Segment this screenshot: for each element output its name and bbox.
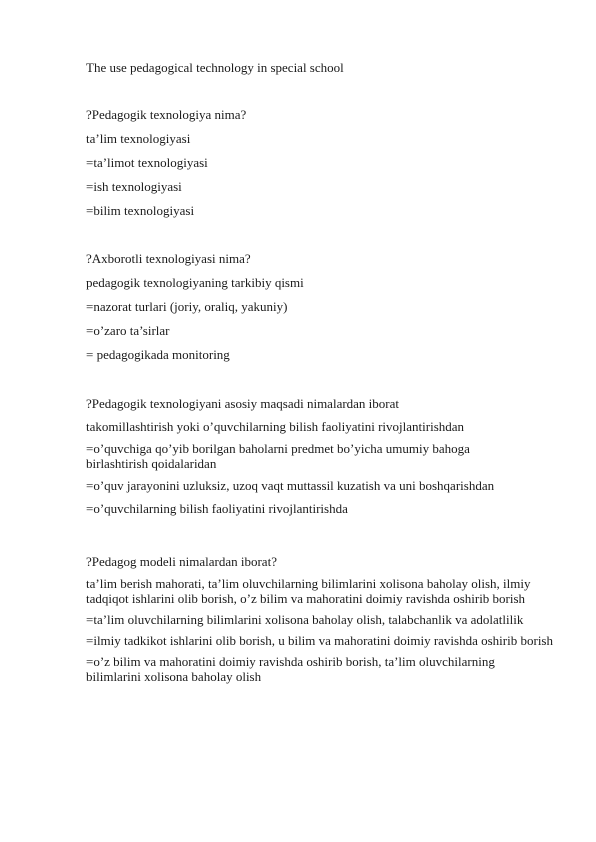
question-text: ?Axborotli texnologiyasi nima?: [86, 251, 251, 266]
question-text: ?Pedagogik texnologiya nima?: [86, 107, 247, 122]
answer-option: takomillashtirish yoki o’quvchilarning bilish faoliyatini rivojlantirishdan: [86, 419, 465, 434]
answer-option: =ilmiy tadkikot ishlarini olib borish, u bilim va mahoratini doimiy ravishda oshirib borish: [86, 633, 553, 648]
answer-option: =o’quvchiga qo’yib borilgan baholarni predmet bo’yicha umumiy bahoga birlashtirish qoidalaridan: [86, 441, 470, 471]
question-block-2: [86, 250, 556, 363]
question-text: ?Pedagog modeli nimalardan iborat?: [86, 554, 277, 569]
question-block-1: [86, 106, 556, 219]
answer-option: =ta’lim oluvchilarning bilimlarini xolisona baholay olish, talabchanlik va adolatlilik: [86, 612, 524, 627]
answer-option: pedagogik texnologiyaning tarkibiy qismi: [86, 275, 304, 290]
answer-option: =bilim texnologiyasi: [86, 203, 195, 218]
answer-option: =o’quvchilarning bilish faoliyatini rivojlantirishda: [86, 501, 348, 516]
answer-option: = pedagogikada monitoring: [86, 347, 230, 362]
answer-option: =ish texnologiyasi: [86, 179, 182, 194]
document-title: The use pedagogical technology in special school: [86, 60, 344, 75]
answer-option: =o’z bilim va mahoratini doimiy ravishda oshirib borish, ta’lim oluvchilarning bilimlarini xolisona baholay olish: [86, 654, 495, 684]
question-block-4: [86, 553, 556, 684]
answer-option: =ta’limot texnologiyasi: [86, 155, 208, 170]
answer-option: ta’lim berish mahorati, ta’lim oluvchilarning bilimlarini xolisona baholay olish, ilmiy tadqiqot ishlarini olib borish, o’z bilim va mahoratini doimiy ravishda oshirib borish: [86, 576, 531, 606]
question-block-3: [86, 395, 556, 517]
answer-option: =o’quv jarayonini uzluksiz, uzoq vaqt muttassil kuzatish va uni boshqarishdan: [86, 478, 495, 493]
answer-option: =o’zaro ta’sirlar: [86, 323, 170, 338]
answer-option: ta’lim texnologiyasi: [86, 131, 191, 146]
question-text: ?Pedagogik texnologiyani asosiy maqsadi nimalardan iborat: [86, 396, 400, 411]
answer-option: =nazorat turlari (joriy, oraliq, yakuniy): [86, 299, 288, 314]
